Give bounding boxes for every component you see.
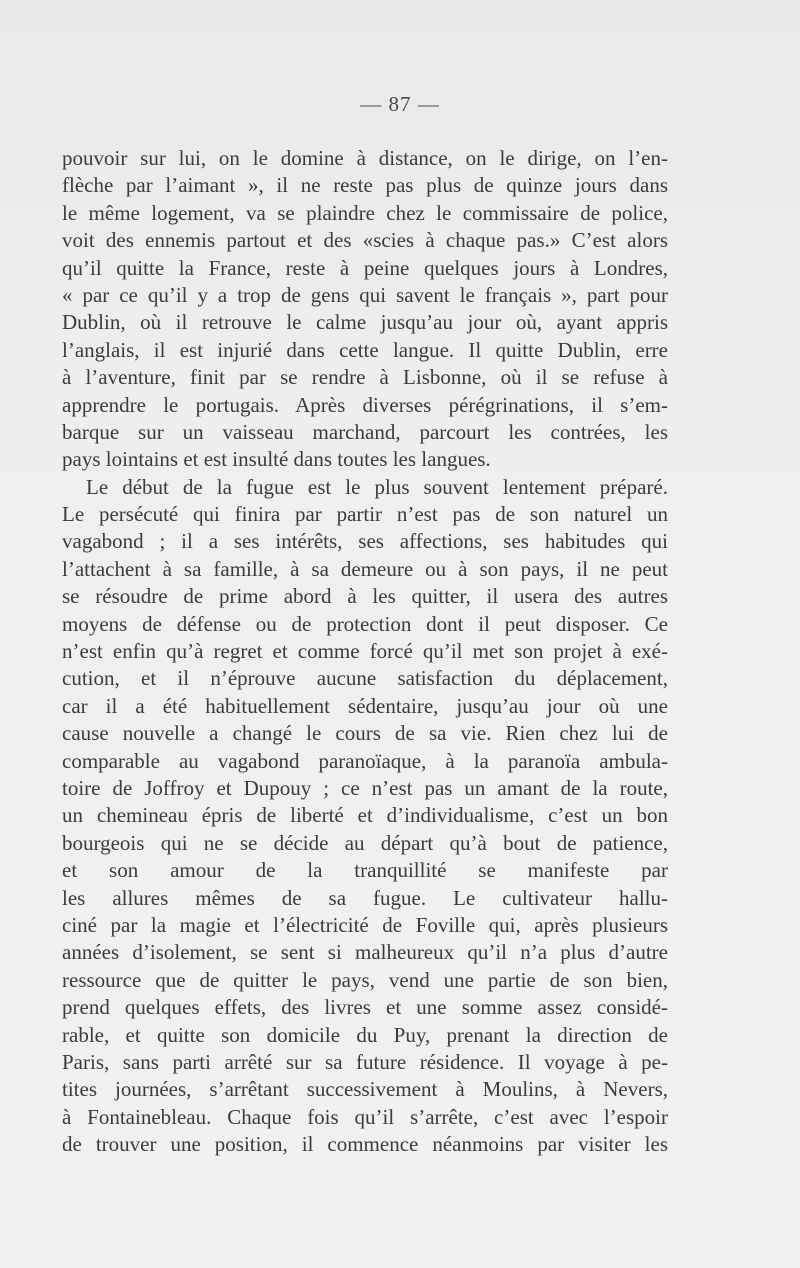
text-line: voit des ennemis partout et des «scies à chaque pas.» C’est alors [62, 228, 668, 253]
text-line: à l’aventure, finit par se rendre à Lisbonne, où il se refuse à [62, 365, 668, 390]
text-line: toire de Joffroy et Dupouy ; ce n’est pas un amant de la route, [62, 775, 668, 800]
text-line: pays lointains et est insulté dans toutes les langues. [62, 447, 491, 472]
text-line: ciné par la magie et l’électricité de Foville qui, après plusieurs [62, 912, 668, 937]
text-line: qu’il quitte la France, reste à peine quelques jours à Londres, [62, 255, 668, 280]
text-line: comparable au vagabond paranoïaque, à la paranoïa ambula- [62, 748, 668, 773]
text-line: flèche par l’aimant », il ne reste pas plus de quinze jours dans [62, 173, 668, 198]
text-line: car il a été habituellement sédentaire, jusqu’au jour où une [62, 693, 668, 718]
text-line: Le début de la fugue est le plus souvent lentement préparé. [86, 474, 668, 499]
text-line: prend quelques effets, des livres et une somme assez considé- [62, 995, 668, 1020]
text-line: n’est enfin qu’à regret et comme forcé qu’il met son projet à exé- [62, 639, 668, 664]
text-line: vagabond ; il a ses intérêts, ses affections, ses habitudes qui [62, 529, 668, 554]
text-line: Dublin, où il retrouve le calme jusqu’au jour où, ayant appris [62, 310, 668, 335]
text-line: cution, et il n’éprouve aucune satisfaction du déplacement, [62, 666, 668, 691]
text-line: rable, et quitte son domicile du Puy, prenant la direction de [62, 1022, 668, 1047]
text-line: Paris, sans parti arrêté sur sa future résidence. Il voyage à pe- [62, 1049, 668, 1074]
text-line: se résoudre de prime abord à les quitter, il usera des autres [62, 584, 668, 609]
text-line: bourgeois qui ne se décide au départ qu’à bout de patience, [62, 830, 668, 855]
text-line: ressource que de quitter le pays, vend une partie de son bien, [62, 967, 668, 992]
paragraph-1 [62, 145, 668, 474]
text-line: le même logement, va se plaindre chez le commissaire de police, [62, 200, 668, 225]
text-line: de trouver une position, il commence néanmoins par visiter les [62, 1132, 668, 1157]
text-line: apprendre le portugais. Après diverses pérégrinations, il s’em- [62, 392, 668, 417]
text-line: l’anglais, il est injurié dans cette langue. Il quitte Dublin, erre [62, 337, 668, 362]
text-line: pouvoir sur lui, on le domine à distance, on le dirige, on l’en- [62, 146, 668, 170]
body-text [62, 145, 668, 1158]
text-line: moyens de défense ou de protection dont il peut disposer. Ce [62, 611, 668, 636]
paragraph-2 [62, 474, 668, 1159]
page-number: — 87 — [360, 92, 440, 116]
text-line: Le persécuté qui finira par partir n’est pas de son naturel un [62, 502, 668, 527]
text-line: tites journées, s’arrêtant successivement à Moulins, à Nevers, [62, 1077, 668, 1102]
text-line: l’attachent à sa famille, à sa demeure ou à son pays, il ne peut [62, 556, 668, 581]
text-line: les allures mêmes de sa fugue. Le cultivateur hallu- [62, 885, 668, 910]
text-line: « par ce qu’il y a trop de gens qui savent le français », part pour [62, 282, 668, 307]
text-line: à Fontainebleau. Chaque fois qu’il s’arrête, c’est avec l’espoir [62, 1104, 668, 1129]
text-line: barque sur un vaisseau marchand, parcourt les contrées, les [62, 419, 668, 444]
text-line: un chemineau épris de liberté et d’individualisme, c’est un bon [62, 803, 668, 828]
text-line: années d’isolement, se sent si malheureux qu’il n’a plus d’autre [62, 940, 668, 965]
text-line: cause nouvelle a changé le cours de sa vie. Rien chez lui de [62, 721, 668, 746]
text-line: et son amour de la tranquillité se manifeste par [62, 858, 668, 883]
